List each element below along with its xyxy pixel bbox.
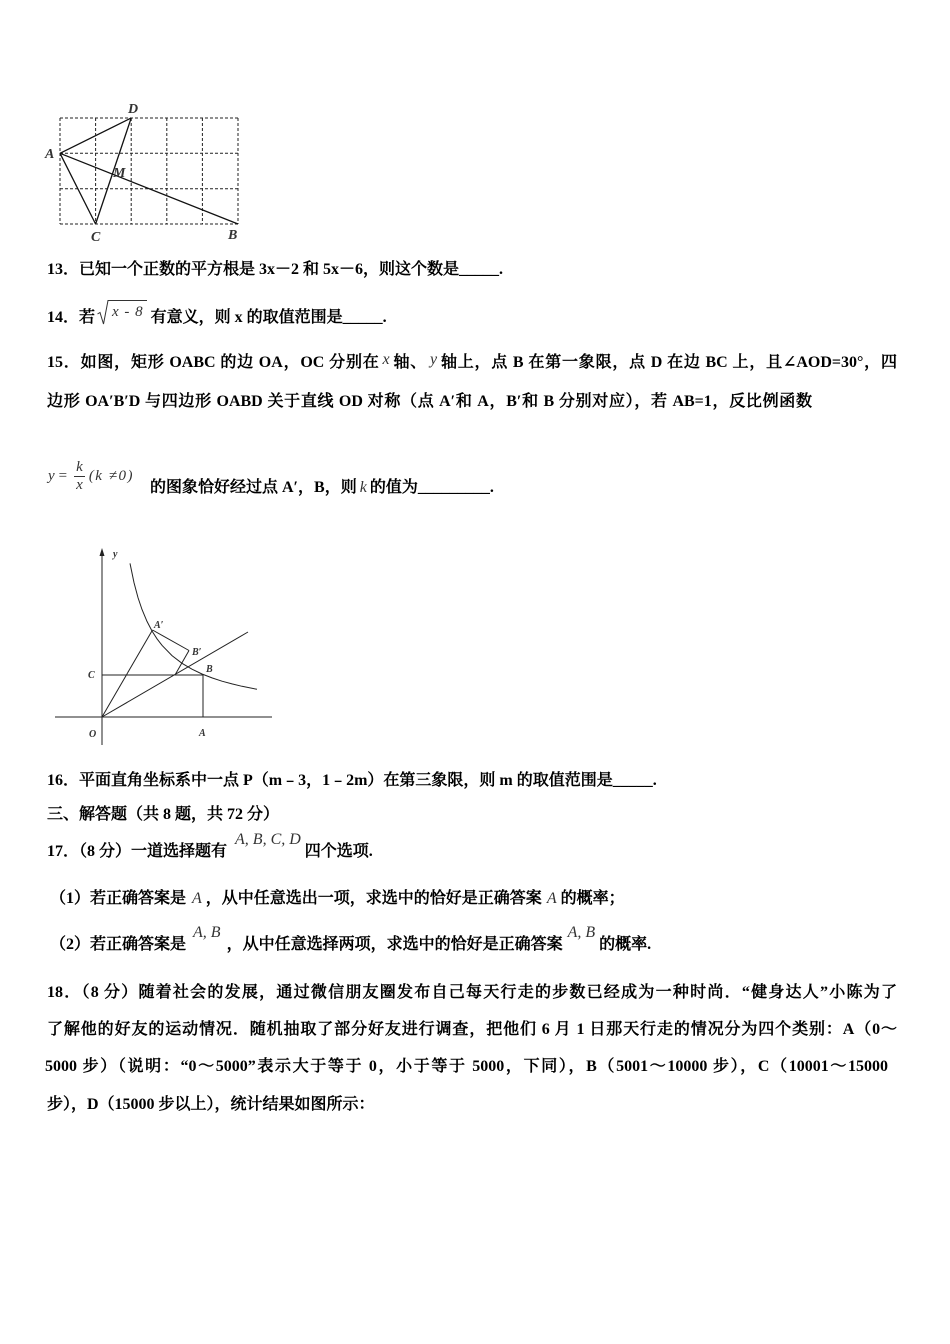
q15-text-1a: 15．如图，矩形 OABC 的边 OA，OC 分别在 [47,354,380,371]
question-13: 13．已知一个正数的平方根是 3x－2 和 5x－6，则这个数是_____. [47,261,504,278]
question-18-line-3: 5000 步）（说明：“0～5000”表示大于等于 0，小于等于 5000，下同），B（5001～10000 步），C（10001～15000 [45,1058,888,1075]
hyperbola-curve [130,563,257,689]
point-label-c: C [88,670,95,681]
fraction-denominator: x [76,476,83,493]
point-label-c: C [91,230,101,245]
y-axis-arrow-icon [100,548,105,556]
q17-p1-var-2: A [546,890,557,907]
question-15-line-2: 边形 OA′B′D 与四边形 OABD 关于直线 OD 对称（点 A′和 A，B′和 B 分别对应），若 AB=1，反比例函数 [47,393,812,410]
q17-p1-b: ，从中任意选出一项，求选中的恰好是正确答案 [205,890,542,907]
math-var-k: k [359,479,367,496]
question-14 [47,304,387,329]
q17-stem-b: 四个选项. [304,843,373,860]
q15-text-3a: 的图象恰好经过点 A′，B，则 [150,479,357,496]
q17-p1-a: （1）若正确答案是 [50,890,187,907]
q17-options: A, B, C, D [235,831,301,848]
fraction-numerator: k [76,458,83,475]
segment-oa-prime [102,630,153,717]
q15-text-1b: 轴、 [392,354,428,371]
point-label-b: B [228,228,238,243]
q17-stem-a: 17．（8 分）一道选择题有 [47,843,228,860]
q17-p2-c: 的概率. [599,936,652,953]
math-var-y: y [430,352,438,368]
q17-p2-var-2: A, B [567,924,596,941]
formula-condition: (k ≠0) [88,467,134,484]
point-label-a: A [199,728,206,739]
question-18-line-2: 了解他的好友的运动情况．随机抽取了部分好友进行调查，把他们 6 月 1 日那天行走的情况分为四个类别：A（0～ [47,1021,897,1038]
coordinate-figure [50,545,275,745]
section-heading: 三、解答题（共 8 题，共 72 分） [47,806,280,823]
question-18-line-4: 步），D（15000 步以上），统计结果如图所示： [47,1096,375,1113]
point-label-a: A [45,147,55,162]
grid-lines [60,118,238,224]
question-17-part-2 [50,924,652,956]
formula-equals: = [58,467,68,484]
inverse-proportion-formula [48,452,134,500]
point-label-d: D [128,102,139,117]
formula-fraction [74,459,85,494]
formula-lhs: y [48,467,55,484]
q14-text-after: 有意义，则 x 的取值范围是_____. [150,309,387,326]
point-label-a-prime: A′ [154,620,164,631]
square-root-expression [97,299,147,325]
q17-p2-b: ，从中任意选择两项，求选中的恰好是正确答案 [226,936,563,953]
question-18-line-1: 18．（8 分）随着社会的发展，通过微信朋友圈发布自己每天行走的步数已经成为一种时尚．“健身达人”小陈为了 [47,984,897,1001]
point-label-b: B [206,664,213,675]
math-var-x: x [382,352,390,368]
point-label-b-prime: B′ [192,647,202,658]
radical-sign-icon [97,299,109,325]
q14-text-before: 14．若 [47,309,96,326]
q17-p2-var-1: A, B [193,924,221,941]
question-16: 16．平面直角坐标系中一点 P（m﹣3，1﹣2m）在第三象限，则 m 的取值范围是_____. [47,772,657,789]
question-15-line-1 [47,352,897,374]
q15-text-3b: 的值为_________. [369,479,494,496]
point-label-m: M [113,166,126,181]
q15-text-1c: 轴上，点 B 在第一象限，点 D 在边 BC 上，且∠AOD=30°，四 [440,354,897,371]
q17-p2-a: （2）若正确答案是 [50,936,187,953]
radicand: x - 8 [109,300,147,323]
question-15-line-3 [150,477,494,499]
question-17-stem [47,831,373,863]
axis-label-y: y [113,549,118,560]
question-17-part-1 [50,888,625,910]
q17-p1-c: 的概率； [560,890,625,907]
point-label-o: O [89,729,97,740]
grid-figure [40,98,250,248]
q17-p1-var-1: A [192,890,202,907]
